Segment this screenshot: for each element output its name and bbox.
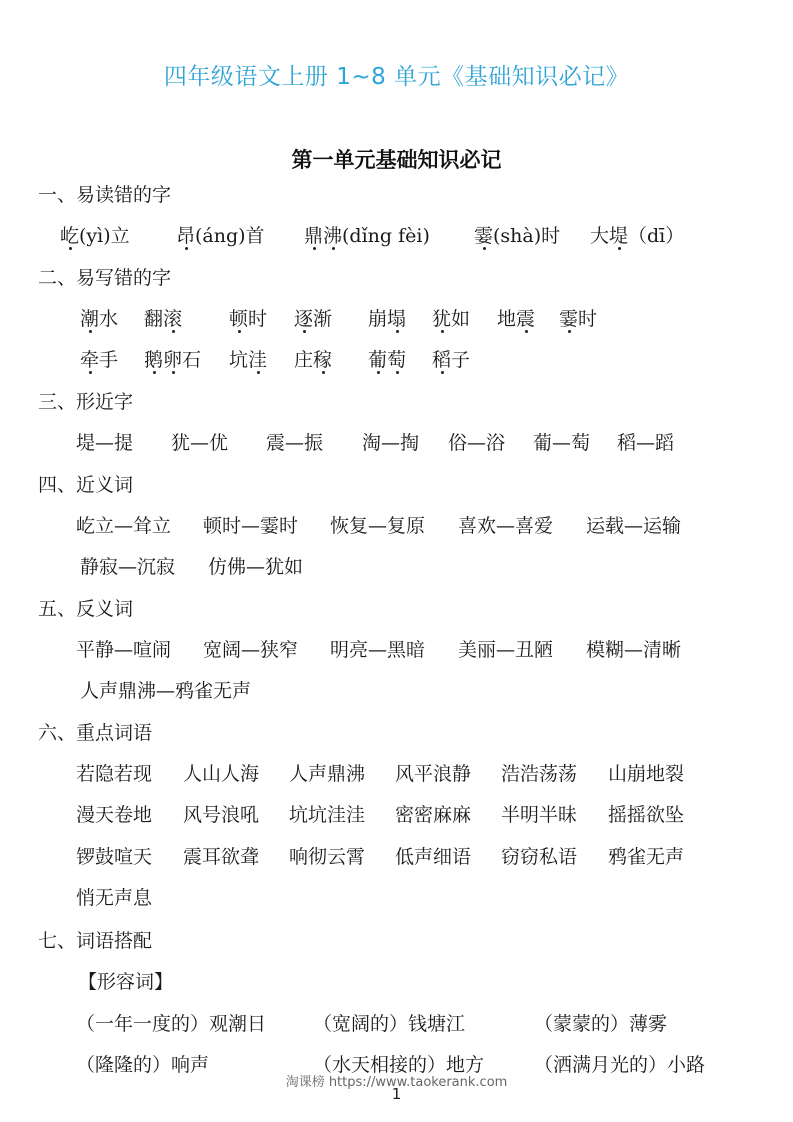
- word-item: 大堤（dī）: [590, 225, 685, 247]
- phrase-item: （水天相接的）地方: [313, 1054, 485, 1076]
- section-heading-4: 四、近义词: [38, 474, 134, 496]
- word-item: 葡—萄: [533, 432, 591, 454]
- emphasis-dot: [313, 247, 316, 250]
- word-item: 浩浩荡荡: [501, 763, 578, 785]
- phrase-item: （蒙蒙的）薄雾: [534, 1013, 668, 1035]
- word-row: [0, 967, 793, 997]
- word-item: 屹立—耸立: [76, 515, 172, 537]
- emphasis-dot: [172, 330, 175, 333]
- emphasis-dot: [441, 371, 444, 374]
- word-row: [0, 883, 793, 913]
- word-item: 恢复—复原: [330, 515, 426, 537]
- word-item: 风平浪静: [395, 763, 472, 785]
- emphasis-dot: [525, 330, 528, 333]
- word-item: 震耳欲聋: [183, 846, 260, 868]
- section-heading-1: 一、易读错的字: [38, 184, 172, 206]
- unit-title: 第一单元基础知识必记: [291, 148, 502, 172]
- word-item: 若隐若现: [76, 763, 153, 785]
- section-heading-7: 七、词语搭配: [38, 930, 153, 952]
- word-item: 窃窃私语: [501, 846, 578, 868]
- emphasis-dot: [396, 371, 399, 374]
- footer-watermark: 淘课榜 https://www.taokerank.com: [285, 1075, 508, 1090]
- word-item: 俗—浴: [448, 432, 506, 454]
- word-item: 坑坑洼洼: [289, 804, 366, 826]
- word-item: 人声鼎沸—鸦雀无声: [80, 680, 252, 702]
- word-row: [0, 1009, 793, 1039]
- phrase-item: （洒满月光的）小路: [534, 1054, 706, 1076]
- word-row: [0, 676, 793, 706]
- word-item: 运载—运输: [586, 515, 682, 537]
- document-title: 四年级语文上册 1~8 单元《基础知识必记》: [163, 64, 630, 90]
- word-item: 震—振: [266, 432, 324, 454]
- word-item: 宽阔—狭窄: [203, 639, 299, 661]
- word-item: 地震: [497, 308, 536, 330]
- word-item: 低声细语: [395, 846, 472, 868]
- word-row: [0, 511, 793, 541]
- word-item: 风号浪吼: [183, 804, 260, 826]
- word-item: 堤—提: [76, 432, 134, 454]
- word-item: 霎(shà)时: [474, 225, 561, 247]
- word-item: 密密麻麻: [395, 804, 472, 826]
- word-item: 鸦雀无声: [608, 846, 685, 868]
- emphasis-dot: [257, 371, 260, 374]
- emphasis-dot: [89, 330, 92, 333]
- emphasis-dot: [322, 371, 325, 374]
- emphasis-dot: [153, 371, 156, 374]
- word-item: 坑洼: [229, 349, 268, 371]
- word-item: 模糊—清晰: [586, 639, 682, 661]
- word-item: 葡萄: [368, 349, 407, 371]
- word-item: 顿时: [229, 308, 268, 330]
- emphasis-dot: [618, 247, 621, 250]
- word-item: 潮水: [80, 308, 119, 330]
- word-item: 鹅卵石: [144, 349, 202, 371]
- word-item: 庄稼: [294, 349, 333, 371]
- subheading-adjective: 【形容词】: [78, 971, 174, 993]
- emphasis-dot: [332, 247, 335, 250]
- word-item: 锣鼓喧天: [76, 846, 153, 868]
- word-item: 淘—掏: [362, 432, 420, 454]
- word-item: 顿时—霎时: [203, 515, 299, 537]
- emphasis-dot: [377, 371, 380, 374]
- word-item: 翻滚: [144, 308, 183, 330]
- section-heading-2: 二、易写错的字: [38, 267, 172, 289]
- word-row: [0, 759, 793, 789]
- word-row: [0, 221, 793, 251]
- word-item: 鼎沸(dǐng fèi): [304, 225, 430, 247]
- emphasis-dot: [396, 330, 399, 333]
- word-item: 静寂—沉寂: [80, 556, 176, 578]
- emphasis-dot: [238, 330, 241, 333]
- emphasis-dot: [69, 247, 72, 250]
- word-item: 屹(yì)立: [60, 225, 130, 247]
- word-item: 牵手: [80, 349, 119, 371]
- phrase-item: （一年一度的）观潮日: [76, 1013, 267, 1035]
- phrase-item: （隆隆的）响声: [76, 1054, 210, 1076]
- emphasis-dot: [441, 330, 444, 333]
- phrase-item: （宽阔的）钱塘江: [313, 1013, 466, 1035]
- word-item: 昂(áng)首: [176, 225, 265, 247]
- emphasis-dot: [172, 371, 175, 374]
- word-item: 悄无声息: [76, 887, 153, 909]
- word-item: 漫天卷地: [76, 804, 153, 826]
- emphasis-dot: [303, 330, 306, 333]
- section-heading-3: 三、形近字: [38, 391, 134, 413]
- word-item: 山崩地裂: [608, 763, 685, 785]
- word-item: 犹如: [432, 308, 471, 330]
- word-row: [0, 842, 793, 872]
- word-item: 响彻云霄: [289, 846, 366, 868]
- word-item: 犹—优: [171, 432, 229, 454]
- emphasis-dot: [568, 330, 571, 333]
- page-number: 1: [391, 1085, 402, 1103]
- word-item: 平静—喧闹: [76, 639, 172, 661]
- word-item: 美丽—丑陋: [458, 639, 554, 661]
- word-item: 霎时: [559, 308, 598, 330]
- emphasis-dot: [483, 247, 486, 250]
- word-item: 稻子: [432, 349, 471, 371]
- word-row: [0, 800, 793, 830]
- word-item: 人声鼎沸: [289, 763, 366, 785]
- section-heading-6: 六、重点词语: [38, 722, 153, 744]
- emphasis-dot: [89, 371, 92, 374]
- word-item: 喜欢—喜爱: [458, 515, 554, 537]
- word-item: 崩塌: [368, 308, 407, 330]
- word-item: 摇摇欲坠: [608, 804, 685, 826]
- word-item: 仿佛—犹如: [208, 556, 304, 578]
- word-item: 逐渐: [294, 308, 333, 330]
- word-row: [0, 428, 793, 458]
- section-heading-5: 五、反义词: [38, 598, 134, 620]
- word-row: [0, 635, 793, 665]
- emphasis-dot: [185, 247, 188, 250]
- word-row: [0, 552, 793, 582]
- word-item: 半明半昧: [501, 804, 578, 826]
- word-item: 明亮—黑暗: [330, 639, 426, 661]
- word-item: 人山人海: [183, 763, 260, 785]
- word-item: 稻—蹈: [617, 432, 675, 454]
